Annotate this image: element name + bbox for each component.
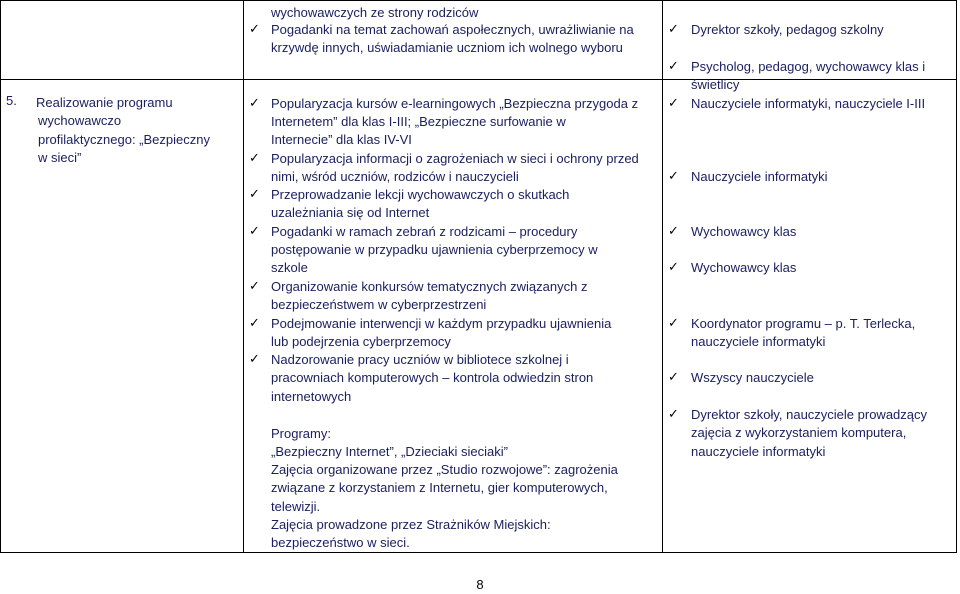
checkmark-icon: ✓ bbox=[668, 370, 679, 385]
activity-line: szkole bbox=[271, 260, 308, 275]
activity-line: pracowniach komputerowych – kontrola odwiedzin stron bbox=[271, 370, 594, 385]
row-title-line: w sieci” bbox=[38, 150, 82, 165]
activity-line: bezpieczeństwem w cyberprzestrzeni bbox=[271, 297, 487, 312]
responsible-line: Nauczyciele informatyki bbox=[691, 169, 828, 184]
checkmark-icon: ✓ bbox=[249, 316, 260, 331]
checkmark-icon: ✓ bbox=[249, 151, 260, 166]
checkmark-icon: ✓ bbox=[249, 187, 260, 202]
activity-line: uzależniania się od Internet bbox=[271, 205, 430, 220]
responsible-line: Nauczyciele informatyki, nauczyciele I-III bbox=[691, 96, 926, 111]
programs-line: Zajęcia organizowane przez „Studio rozwojowe”: zagrożenia bbox=[271, 462, 618, 477]
responsible-line: Wychowawcy klas bbox=[691, 260, 797, 275]
activity-line: Popularyzacja informacji o zagrożeniach w sieci i ochrony przed bbox=[271, 151, 639, 166]
checkmark-icon: ✓ bbox=[668, 59, 679, 74]
activity-line: Przeprowadzanie lekcji wychowawczych o skutkach bbox=[271, 187, 570, 202]
checkmark-icon: ✓ bbox=[668, 407, 679, 422]
checkmark-icon: ✓ bbox=[668, 96, 679, 111]
col-border-1 bbox=[243, 0, 244, 553]
activity-line: Internecie” dla klas IV-VI bbox=[271, 132, 412, 147]
responsible-line: Wychowawcy klas bbox=[691, 224, 797, 239]
activity-line: internetowych bbox=[271, 389, 352, 404]
row-title-line: Realizowanie programu bbox=[36, 95, 173, 110]
col-border-2 bbox=[662, 0, 663, 553]
checkmark-icon: ✓ bbox=[668, 22, 679, 37]
col-border-left bbox=[0, 0, 1, 553]
row-title-line: wychowawczo bbox=[38, 113, 122, 128]
checkmark-icon: ✓ bbox=[668, 224, 679, 239]
checkmark-icon: ✓ bbox=[249, 279, 260, 294]
prev-activity-line: Pogadanki na temat zachowań aspołecznych, uwrażliwianie na bbox=[271, 22, 634, 37]
programs-line: związane z korzystaniem z Internetu, gier komputerowych, bbox=[271, 480, 608, 495]
page-number: 8 bbox=[476, 577, 484, 592]
checkmark-icon: ✓ bbox=[249, 352, 260, 367]
activity-line: lub podejrzenia cyberprzemocy bbox=[271, 334, 451, 349]
activity-line: Organizowanie konkursów tematycznych związanych z bbox=[271, 279, 588, 294]
activity-line: Podejmowanie interwencji w każdym przypadku ujawnienia bbox=[271, 316, 612, 331]
checkmark-icon: ✓ bbox=[668, 260, 679, 275]
responsible-line: Dyrektor szkoły, nauczyciele prowadzący bbox=[691, 407, 928, 422]
activity-line: Internetem” dla klas I-III; „Bezpieczne surfowanie w bbox=[271, 114, 566, 129]
responsible-line: Wszyscy nauczyciele bbox=[691, 370, 814, 385]
responsible-line: nauczyciele informatyki bbox=[691, 334, 826, 349]
responsible-line: zajęcia z wykorzystaniem komputera, bbox=[691, 425, 907, 440]
activity-line: nimi, wśród uczniów, rodziców i nauczycieli bbox=[271, 169, 519, 184]
col-border-right bbox=[956, 0, 957, 553]
activity-line: Nadzorowanie pracy uczniów w bibliotece szkolnej i bbox=[271, 352, 569, 367]
activity-line: Popularyzacja kursów e-learningowych „Bezpieczna przygoda z bbox=[271, 96, 639, 111]
prev-responsible-line: Psycholog, pedagog, wychowawcy klas i bbox=[691, 59, 926, 74]
table-top-border bbox=[0, 0, 957, 1]
programs-line: bezpieczeństwo w sieci. bbox=[271, 535, 410, 550]
prev-responsible-line: Dyrektor szkoły, pedagog szkolny bbox=[691, 22, 884, 37]
checkmark-icon: ✓ bbox=[249, 96, 260, 111]
table-bottom-border bbox=[0, 552, 957, 553]
responsible-line: Koordynator programu – p. T. Terlecka, bbox=[691, 316, 916, 331]
row-separator bbox=[0, 79, 957, 80]
prev-activity-line: wychowawczych ze strony rodziców bbox=[271, 5, 479, 20]
activity-line: postępowanie w przypadku ujawnienia cyberprzemocy w bbox=[271, 242, 598, 257]
checkmark-icon: ✓ bbox=[249, 22, 260, 37]
responsible-line: nauczyciele informatyki bbox=[691, 444, 826, 459]
row-number: 5. bbox=[6, 93, 17, 108]
row-title-line: profilaktycznego: „Bezpieczny bbox=[38, 132, 210, 147]
programs-line: Programy: bbox=[271, 426, 331, 441]
checkmark-icon: ✓ bbox=[249, 224, 260, 239]
checkmark-icon: ✓ bbox=[668, 169, 679, 184]
prev-responsible-line: świetlicy bbox=[691, 77, 740, 92]
programs-line: „Bezpieczny Internet”, „Dzieciaki sieciaki” bbox=[271, 444, 508, 459]
activity-line: Pogadanki w ramach zebrań z rodzicami – procedury bbox=[271, 224, 578, 239]
programs-line: Zajęcia prowadzone przez Strażników Miejskich: bbox=[271, 517, 551, 532]
prev-activity-line: krzywdę innych, uświadamianie uczniom ich wolnego wyboru bbox=[271, 40, 623, 55]
programs-line: telewizji. bbox=[271, 499, 321, 514]
checkmark-icon: ✓ bbox=[668, 316, 679, 331]
